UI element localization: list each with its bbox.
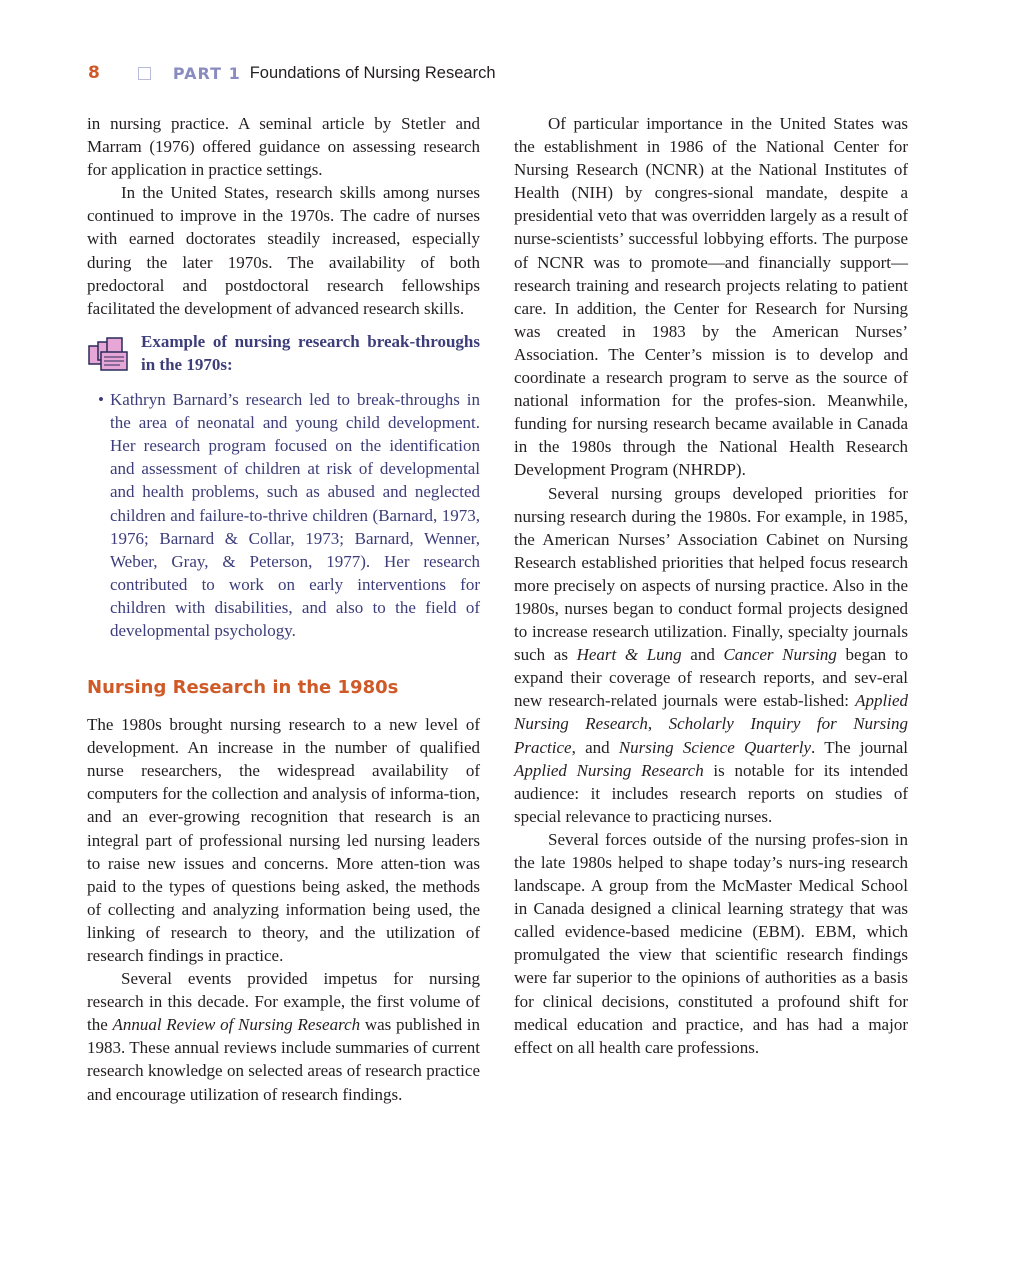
right-p2-text-d: , bbox=[647, 714, 669, 734]
running-header bbox=[88, 60, 496, 86]
right-column bbox=[514, 112, 908, 1059]
left-p4-text-a: Several events provided impetus for nursing research in this decade. For example, the first volume of the bbox=[87, 969, 480, 1035]
left-paragraph-3: The 1980s brought nursing research to a new level of development. An increase in the number of qualified nurse researchers, the widespread availability of computers for the collection and analysis of informa-tion, and an ever-growing recognition that research is an integral part of professional nursing led nursing leaders to raise new issues and concerns. More atten-tion was paid to the types of questions being asked, the methods of collecting and analyzing information being used, the linking of research to theory, and the utilization of research findings in practice. bbox=[87, 715, 480, 965]
bullet-marker: • bbox=[98, 390, 104, 410]
right-p2-text-c: began to expand their coverage of research reports, and sev-eral new research-related journals were estab-lished: bbox=[514, 645, 908, 711]
left-column bbox=[87, 112, 480, 1106]
part-label: PART 1 bbox=[172, 63, 241, 83]
left-p4-text-b: was published in 1983. These annual reviews include summaries of current research knowledge on selected areas of research practice and encourage utilization of research findings. bbox=[87, 1015, 480, 1104]
right-paragraph-2 bbox=[514, 482, 908, 828]
journal-title-nursing-science-quarterly: Nursing Science Quarterly bbox=[618, 737, 812, 757]
example-box bbox=[87, 330, 480, 376]
journal-title-applied-nursing-research-2: Applied Nursing Research bbox=[514, 760, 704, 780]
page-number: 8 bbox=[88, 63, 100, 83]
section-heading: Nursing Research in the 1980s bbox=[87, 677, 399, 699]
example-bullet-text: Kathryn Barnard’s research led to break-throughs in the area of neonatal and young child development. Her research program focused on the identification and assessment of children at risk of developmental and health problems, such as abused and neglected children and failure-to-thrive children (Barnard, 1973, 1976; Barnard & Collar, 1973; Barnard, Wenner, Weber, Gray, & Peterson, 1977). Her research contributed to work on early interventions for children with disabilities, and also to the field of developmental psychology. bbox=[110, 390, 480, 640]
journal-title-annual-review: Annual Review of Nursing Research bbox=[112, 1015, 361, 1035]
journal-title-heart-lung: Heart & Lung bbox=[576, 645, 682, 665]
example-bullet-item bbox=[87, 388, 480, 642]
square-outline-icon bbox=[138, 67, 151, 80]
left-paragraph-4 bbox=[87, 967, 480, 1106]
journal-title-cancer-nursing: Cancer Nursing bbox=[723, 645, 837, 665]
right-p2-text-b: and bbox=[681, 645, 724, 665]
left-paragraph-1: in nursing practice. A seminal article by Stetler and Marram (1976) offered guidance on assessing research for application in practice settings. bbox=[87, 114, 480, 180]
example-heading: Example of nursing research break-throughs in the 1970s: bbox=[141, 331, 480, 374]
journal-title-applied-nursing-research: Applied Nursing Research bbox=[514, 691, 908, 734]
right-paragraph-1: Of particular importance in the United States was the establishment in 1986 of the National Center for Nursing Research (NCNR) at the National Institutes of Health (NIH) by congres-sional mandate, despite a presidential veto that was overridden largely as a result of nurse-scientists’ successful lobbying efforts. The purpose of NCNR was to promote—and financially support—research training and research projects relating to patient care. In addition, the Center for Research for Nursing was created in 1983 by the American Nurses’ Association. The Center’s mission is to develop and coordinate a research program to serve as the source of national information for the profes-sion. Meanwhile, funding for nursing research became available in Canada in the 1980s through the National Health Research Development Program (NHRDP). bbox=[514, 114, 908, 480]
part-title: Foundations of Nursing Research bbox=[249, 63, 496, 82]
right-p2-text-a: Several nursing groups developed priorities for nursing research during the 1980s. For example, in 1985, the American Nurses’ Association Cabinet on Nursing Research established priorities that helped focus research more precisely on aspects of nursing practice. Also in the 1980s, nurses began to conduct formal projects designed to increase research utilization. Finally, specialty journals such as bbox=[514, 483, 908, 665]
left-paragraph-2: In the United States, research skills among nurses continued to improve in the 1970s. The cadre of nurses with earned doctorates steadily increased, especially during the later 1970s. The availability of both predoctoral and postdoctoral research fellowships facilitated the development of advanced research skills. bbox=[87, 183, 480, 318]
right-p2-text-g: is notable for its intended audience: it includes research reports on studies of special relevance to practicing nurses. bbox=[514, 760, 908, 826]
stacked-pages-icon bbox=[87, 336, 131, 374]
right-p2-text-f: . The journal bbox=[811, 737, 908, 757]
right-p2-text-e: , and bbox=[571, 737, 619, 757]
right-paragraph-3: Several forces outside of the nursing profes-sion in the late 1980s helped to shape today’s nurs-ing research landscape. A group from the McMaster Medical School in Canada designed a clinical learning strategy that was called evidence-based medicine (EBM). EBM, which promulgated the view that scientific research findings were far superior to the opinions of authorities as a basis for clinical decisions, constituted a profound shift for medical education and practice, and has had a major effect on all health care professions. bbox=[514, 829, 908, 1057]
journal-title-scholarly-inquiry: Scholarly Inquiry for Nursing Practice bbox=[514, 714, 908, 757]
